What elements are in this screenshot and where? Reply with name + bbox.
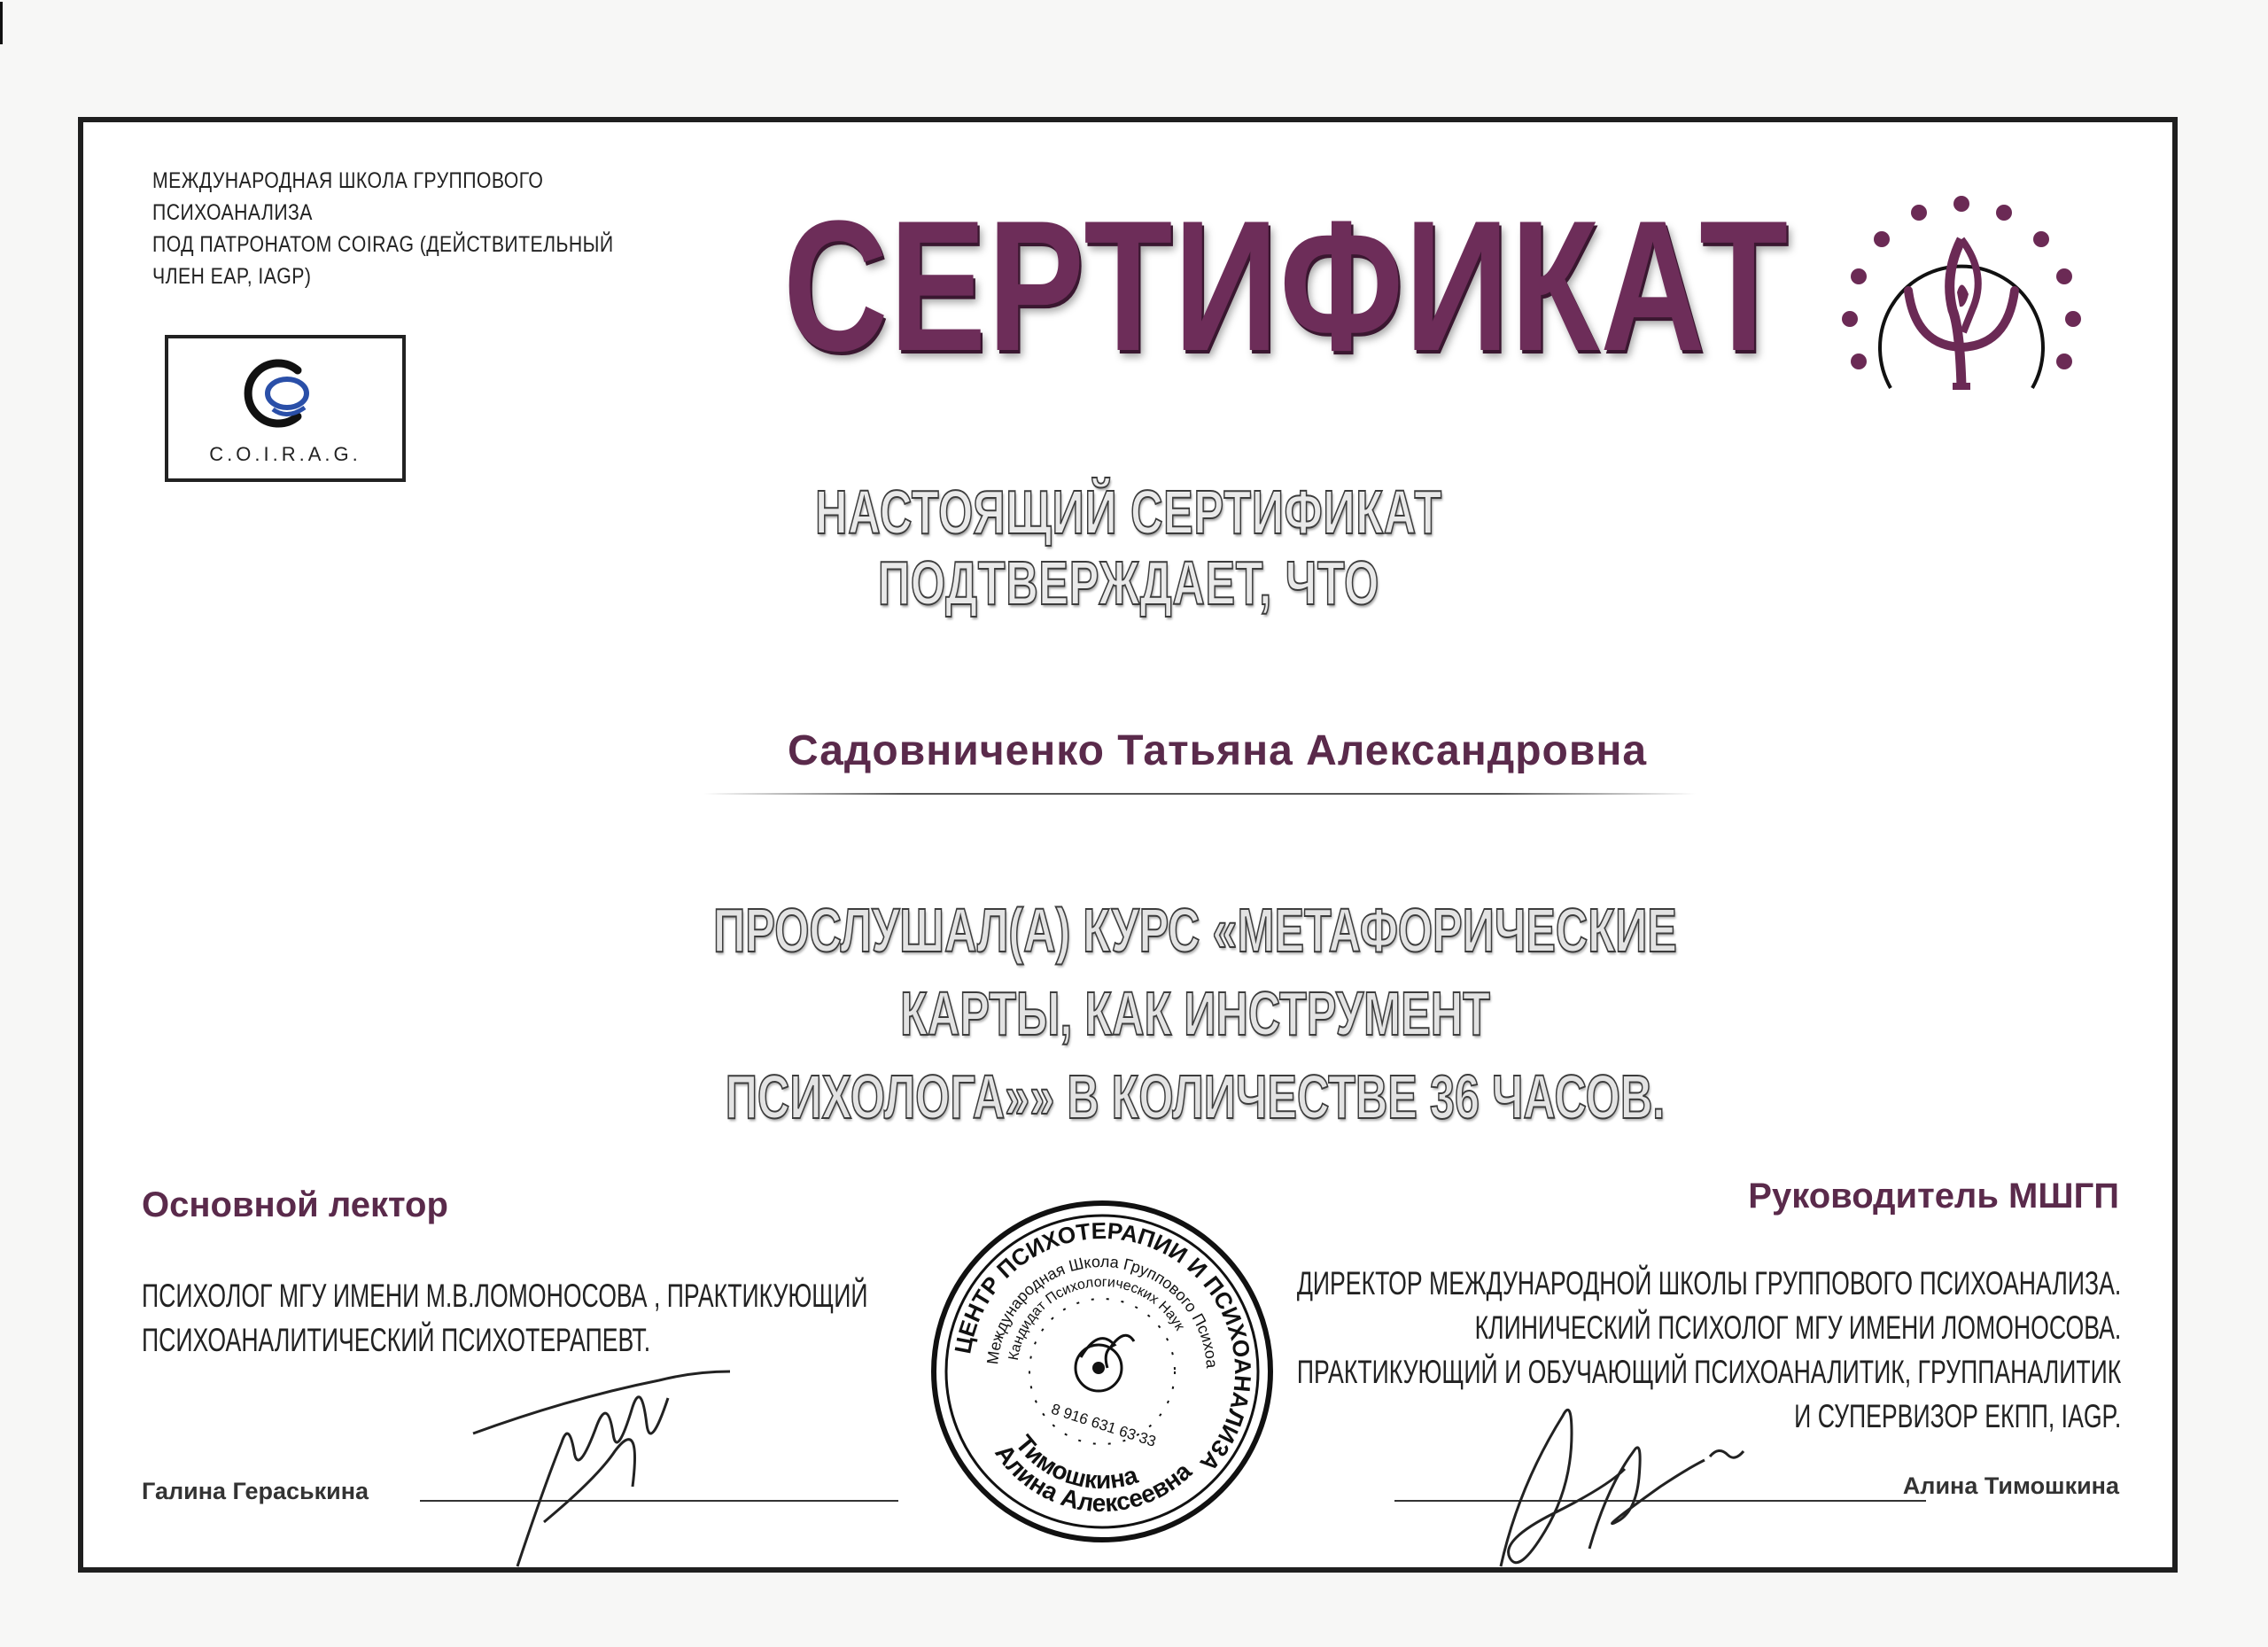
seal-inner-text-2: Кандидат Психологических Наук (1006, 1274, 1187, 1362)
certificate-title: СЕРТИФИКАТ (783, 182, 1790, 390)
psi-flame-emblem-icon (1820, 177, 2112, 408)
coirag-logo (165, 335, 406, 482)
lecturer-name: Галина Гераськина (142, 1478, 369, 1504)
organization-line-4: ЧЛЕН EAP, IAGP) (152, 264, 312, 289)
lecturer-credential-line-1: ПСИХОЛОГ МГУ ИМЕНИ М.В.ЛОМОНОСОВА , ПРАКТИКУЮЩИЙ (142, 1278, 868, 1314)
organization-line-1: МЕЖДУНАРОДНАЯ ШКОЛА ГРУППОВОГО (152, 168, 544, 193)
page-edge-mark (0, 2, 3, 44)
lecturer-heading: Основной лектор (142, 1185, 448, 1224)
course-line-1: ПРОСЛУШАЛ(А) КУРС «МЕТАФОРИЧЕСКИЕ КАРТЫ, КАК ИНСТРУМЕНТ (713, 896, 1677, 1048)
certificate-subtitle: НАСТОЯЩИЙ СЕРТИФИКАТ ПОДТВЕРЖДАЕТ, ЧТО (815, 478, 1442, 618)
seal-center-emblem-icon (1076, 1335, 1134, 1391)
recipient-name: Садовниченко Татьяна Александровна (787, 727, 1648, 774)
seal-graphic (925, 1194, 1279, 1549)
head-credential-line-3: ПРАКТИКУЮЩИЙ И ОБУЧАЮЩИЙ ПСИХОАНАЛИТИК, ГРУППАНАЛИТИК (1296, 1354, 2121, 1390)
lecturer-signature (464, 1345, 765, 1575)
head-name: Алина Тимошкина (1902, 1472, 2119, 1499)
organization-line-2: ПСИХОАНАЛИЗА (152, 200, 313, 225)
seal-phone: 8 916 631 63 33 (1049, 1400, 1159, 1450)
certificate-frame (78, 117, 2178, 1573)
head-credential-line-4: И СУПЕРВИЗОР ЕКПП, IAGP. (1793, 1398, 2121, 1434)
seal-outer-text: ЦЕНТР ПСИХОТЕРАПИИ И ПСИХОАНАЛИЗА (949, 1216, 1257, 1477)
head-signature (1483, 1380, 1784, 1575)
head-credential-line-2: КЛИНИЧЕСКИЙ ПСИХОЛОГ МГУ ИМЕНИ ЛОМОНОСОВА. (1474, 1309, 2121, 1346)
lecturer-credential-line-2: ПСИХОАНАЛИТИЧЕСКИЙ ПСИХОТЕРАПЕВТ. (142, 1322, 651, 1358)
round-stamp-seal (925, 1194, 1279, 1549)
seal-name-line-2: Алина Алексеевна (990, 1439, 1197, 1518)
seal-name-line-1: Тимошкина (1010, 1429, 1141, 1495)
coirag-logo-text: C.O.I.R.A.G. (209, 443, 361, 465)
course-line-2: ПСИХОЛОГА»» В КОЛИЧЕСТВЕ 36 ЧАСОВ. (725, 1062, 1666, 1131)
course-description (625, 889, 1767, 1138)
organization-line-3: ПОД ПАТРОНАТОМ COIRAG (ДЕЙСТВИТЕЛЬНЫЙ (152, 232, 614, 257)
organization-text (152, 165, 614, 292)
recipient-underline (703, 793, 1696, 795)
head-heading: Руководитель МШГП (1748, 1177, 2119, 1216)
seal-inner-text: Международная Школа Группового Психоа (983, 1252, 1222, 1369)
head-credential-line-1: ДИРЕКТОР МЕЖДУНАРОДНОЙ ШКОЛЫ ГРУППОВОГО ПСИХОАНАЛИЗА. (1296, 1265, 2121, 1301)
